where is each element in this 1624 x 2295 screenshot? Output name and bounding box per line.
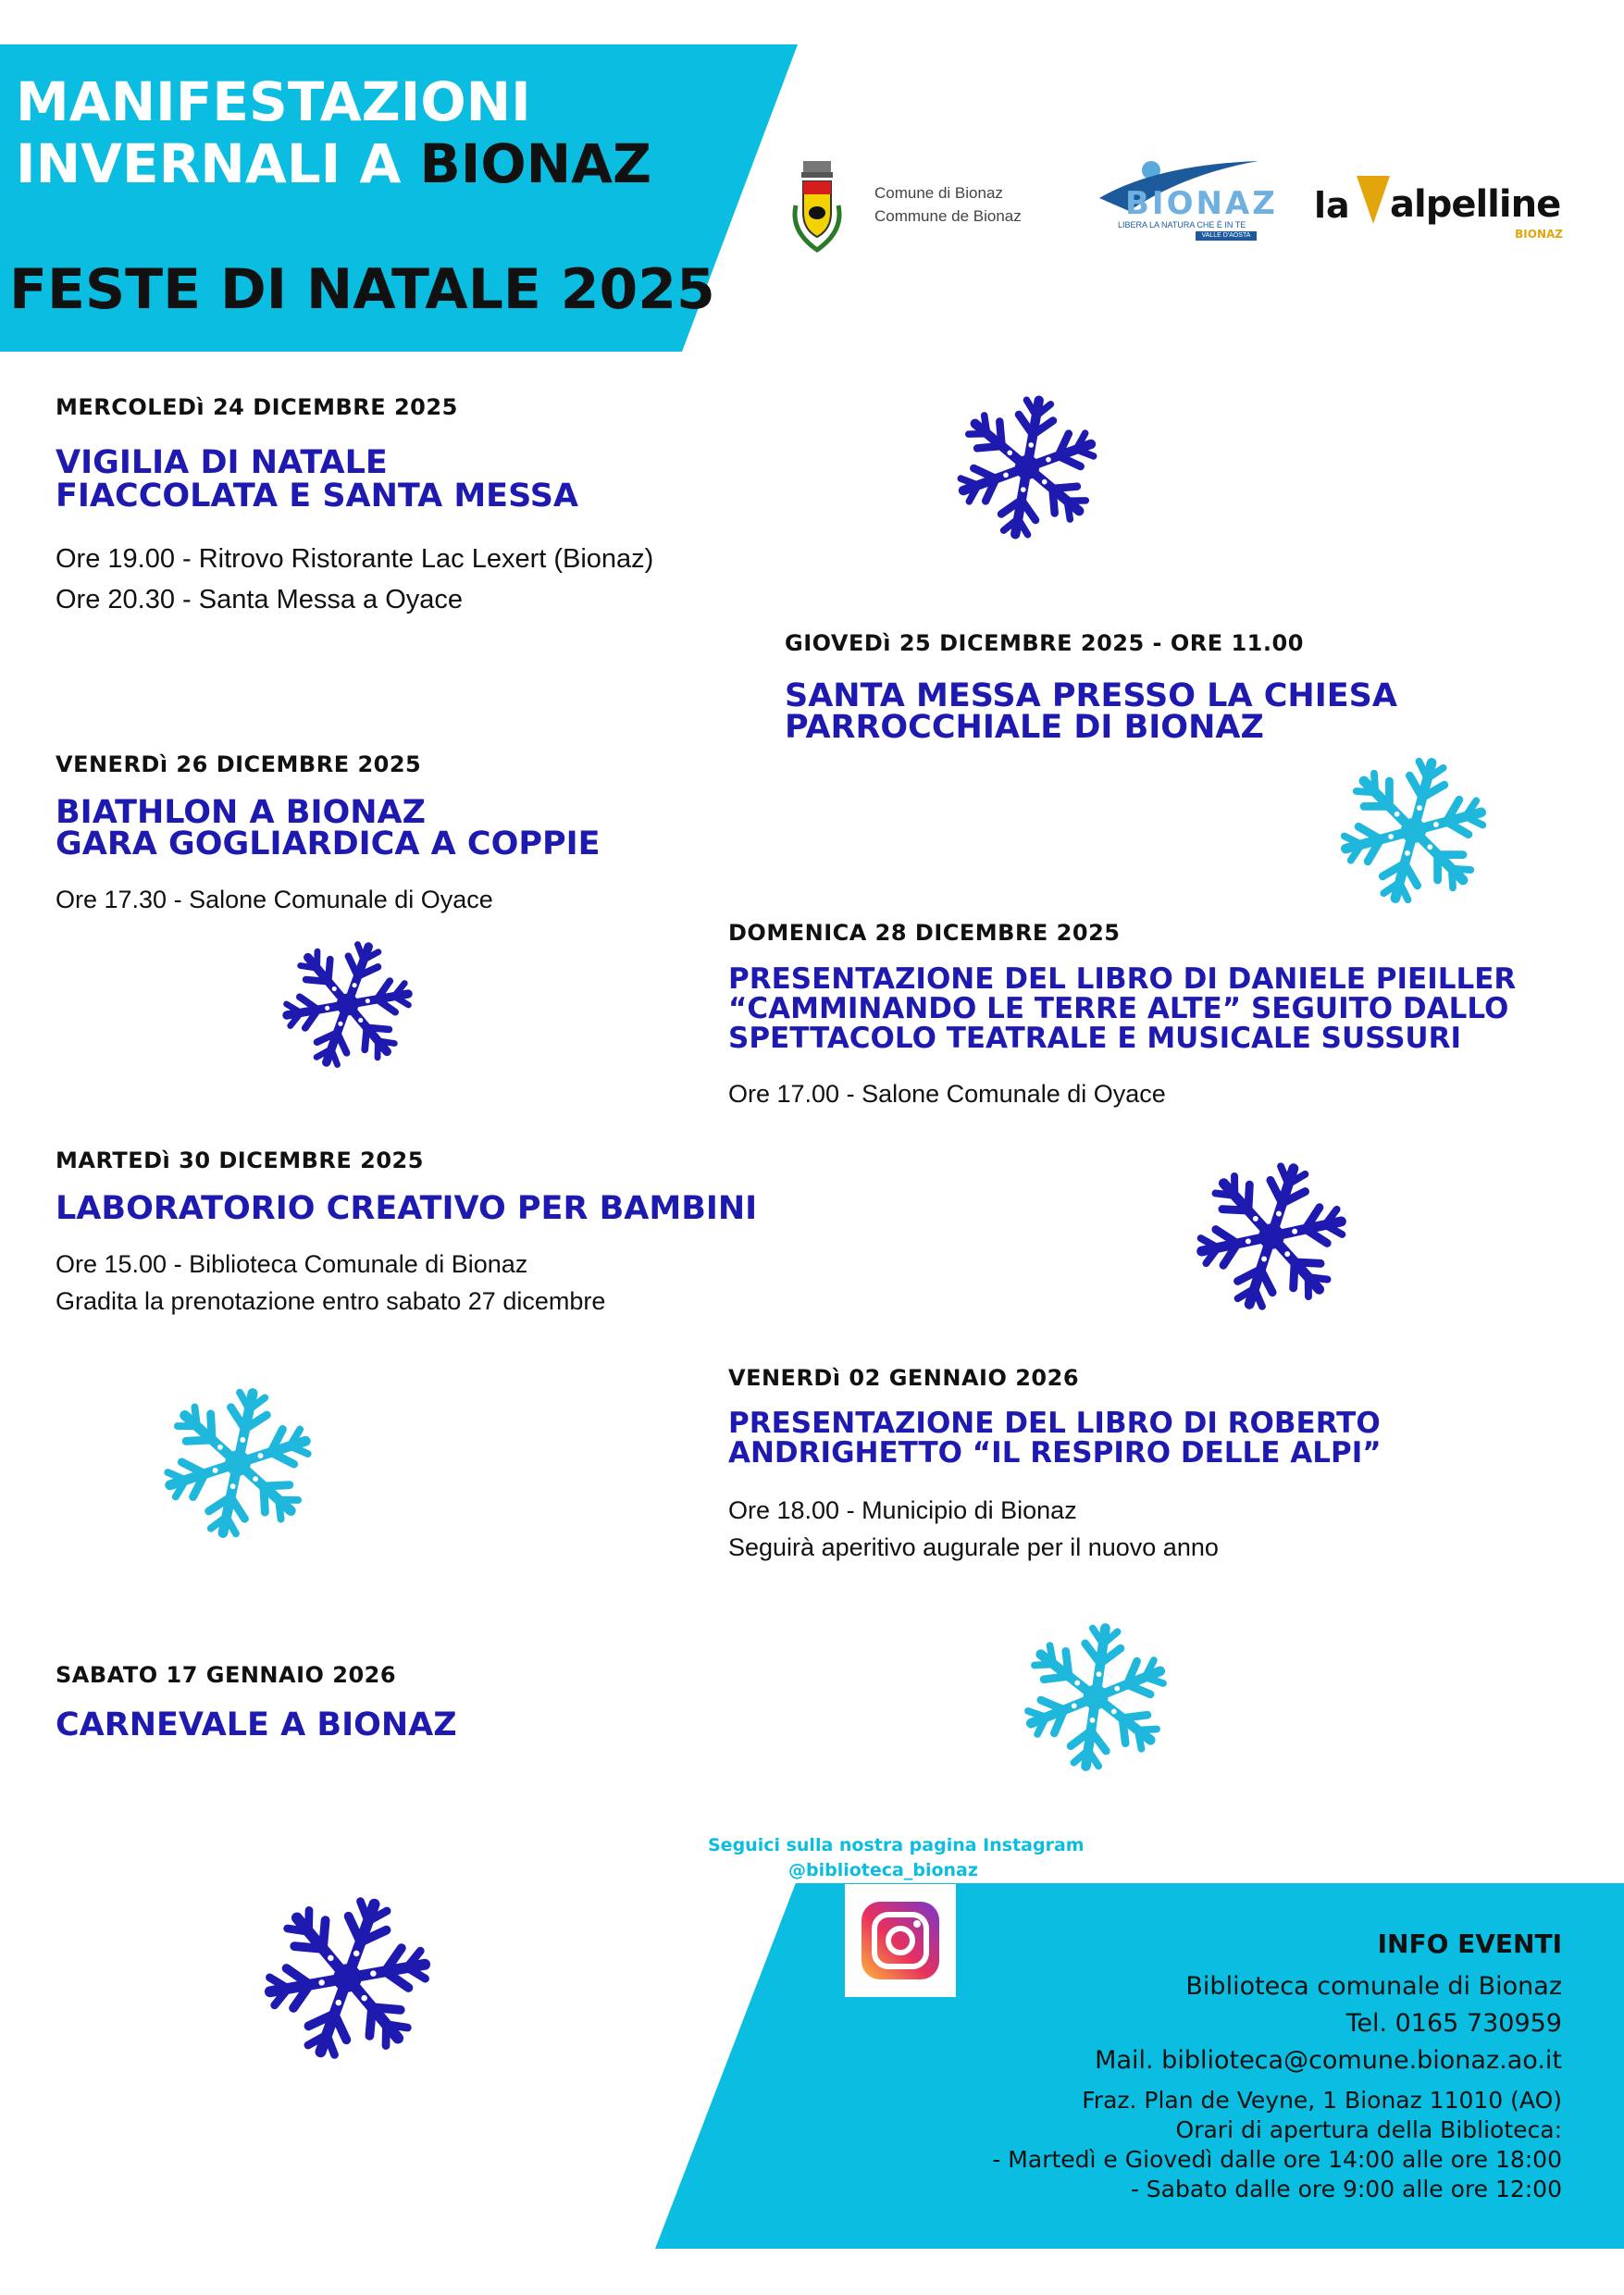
event-title: SANTA MESSA PRESSO LA CHIESA xyxy=(785,677,1397,714)
bionaz-tagline: LIBERA LA NATURA CHE È IN TE xyxy=(1118,220,1246,230)
event-desc: Ore 17.30 - Salone Comunale di Oyace xyxy=(56,886,493,913)
event-title: PRESENTAZIONE DEL LIBRO DI DANIELE PIEILLER xyxy=(728,962,1517,996)
snowflake-icon xyxy=(1020,1621,1172,1773)
event-date: DOMENICA 28 DICEMBRE 2025 xyxy=(728,920,1121,946)
event-date: MERCOLEDì 24 DICEMBRE 2025 xyxy=(56,394,458,420)
snowflake-icon xyxy=(280,937,415,1072)
event-desc: Gradita la prenotazione entro sabato 27 dicembre xyxy=(56,1287,606,1315)
info-hours-title: Orari di apertura della Biblioteca: xyxy=(1175,2116,1562,2143)
bionaz-logo-text: BIONAZ xyxy=(1125,185,1278,222)
event-title: VIGILIA DI NATALE xyxy=(56,444,388,481)
event-title: PARROCCHIALE DI BIONAZ xyxy=(785,709,1264,746)
info-heading: INFO EVENTI xyxy=(1377,1929,1562,1959)
event-title: ANDRIGHETTO “IL RESPIRO DELLE ALPI” xyxy=(728,1436,1382,1470)
event-desc: Seguirà aperitivo augurale per il nuovo anno xyxy=(728,1533,1219,1561)
event-desc: Ore 19.00 - Ritrovo Ristorante Lac Lexert (Bionaz) xyxy=(56,544,654,574)
event-date: SABATO 17 GENNAIO 2026 xyxy=(56,1662,397,1688)
header-line1: MANIFESTAZIONI xyxy=(16,70,531,133)
valpelline-prefix: la xyxy=(1314,185,1350,226)
snowflake-icon xyxy=(953,393,1101,541)
event-desc: Ore 20.30 - Santa Messa a Oyace xyxy=(56,585,464,614)
event-title: BIATHLON A BIONAZ xyxy=(56,794,427,831)
event-title: SPETTACOLO TEATRALE E MUSICALE SUSSURI xyxy=(728,1022,1461,1055)
comune-name-2: Commune de Bionaz xyxy=(874,207,1022,225)
instagram-icon[interactable] xyxy=(862,1902,939,1979)
header-line2-a: INVERNALI A xyxy=(16,132,420,195)
header-line2-b: BIONAZ xyxy=(419,132,652,195)
snowflake-icon xyxy=(1337,754,1490,907)
bionaz-logo xyxy=(1092,157,1278,242)
info-phone[interactable]: Tel. 0165 730959 xyxy=(1345,2009,1562,2038)
event-title: “CAMMINANDO LE TERRE ALTE” SEGUITO DALLO xyxy=(728,992,1509,1025)
valpelline-name: alpelline xyxy=(1390,183,1561,226)
info-email[interactable]: Mail. biblioteca@comune.bionaz.ao.it xyxy=(1095,2046,1562,2075)
event-desc: Ore 18.00 - Municipio di Bionaz xyxy=(728,1496,1077,1524)
event-date: MARTEDì 30 DICEMBRE 2025 xyxy=(56,1148,424,1173)
info-address: Fraz. Plan de Veyne, 1 Bionaz 11010 (AO) xyxy=(1082,2087,1562,2114)
event-title: PRESENTAZIONE DEL LIBRO DI ROBERTO xyxy=(728,1407,1381,1440)
event-date: GIOVEDì 25 DICEMBRE 2025 - ORE 11.00 xyxy=(785,630,1304,656)
snowflake-icon xyxy=(262,1892,433,2064)
instagram-icon-box[interactable] xyxy=(845,1884,956,1997)
valpelline-sub: BIONAZ xyxy=(1515,228,1563,241)
comune-name-1: Comune di Bionaz xyxy=(874,184,1003,202)
info-library: Biblioteca comunale di Bionaz xyxy=(1185,1972,1562,2001)
instagram-follow-text: Seguici sulla nostra pagina Instagram xyxy=(708,1835,1085,1855)
bionaz-region: VALLE D'AOSTA xyxy=(1196,231,1257,241)
snowflake-icon xyxy=(160,1385,316,1541)
instagram-handle[interactable]: @biblioteca_bionaz xyxy=(788,1860,978,1880)
event-title: CARNEVALE A BIONAZ xyxy=(56,1706,457,1743)
valpelline-v-icon xyxy=(1357,176,1390,224)
header-subtitle: FESTE DI NATALE 2025 xyxy=(9,257,715,322)
event-title: LABORATORIO CREATIVO PER BAMBINI xyxy=(56,1190,758,1227)
snowflake-icon xyxy=(1194,1159,1349,1314)
event-date: VENERDì 26 DICEMBRE 2025 xyxy=(56,751,422,777)
event-date: VENERDì 02 GENNAIO 2026 xyxy=(728,1365,1080,1391)
info-hours-1: - Martedì e Giovedì dalle ore 14:00 alle ore 18:00 xyxy=(992,2146,1562,2173)
event-title: FIACCOLATA E SANTA MESSA xyxy=(56,478,579,515)
event-desc: Ore 17.00 - Salone Comunale di Oyace xyxy=(728,1080,1166,1108)
valpelline-logo xyxy=(1314,172,1568,242)
info-hours-2: - Sabato dalle ore 9:00 alle ore 12:00 xyxy=(1130,2176,1562,2202)
event-title: GARA GOGLIARDICA A COPPIE xyxy=(56,825,601,862)
header-line2 xyxy=(16,134,651,193)
event-desc: Ore 15.00 - Biblioteca Comunale di Bionaz xyxy=(56,1250,528,1278)
comune-crest-icon xyxy=(787,159,848,255)
